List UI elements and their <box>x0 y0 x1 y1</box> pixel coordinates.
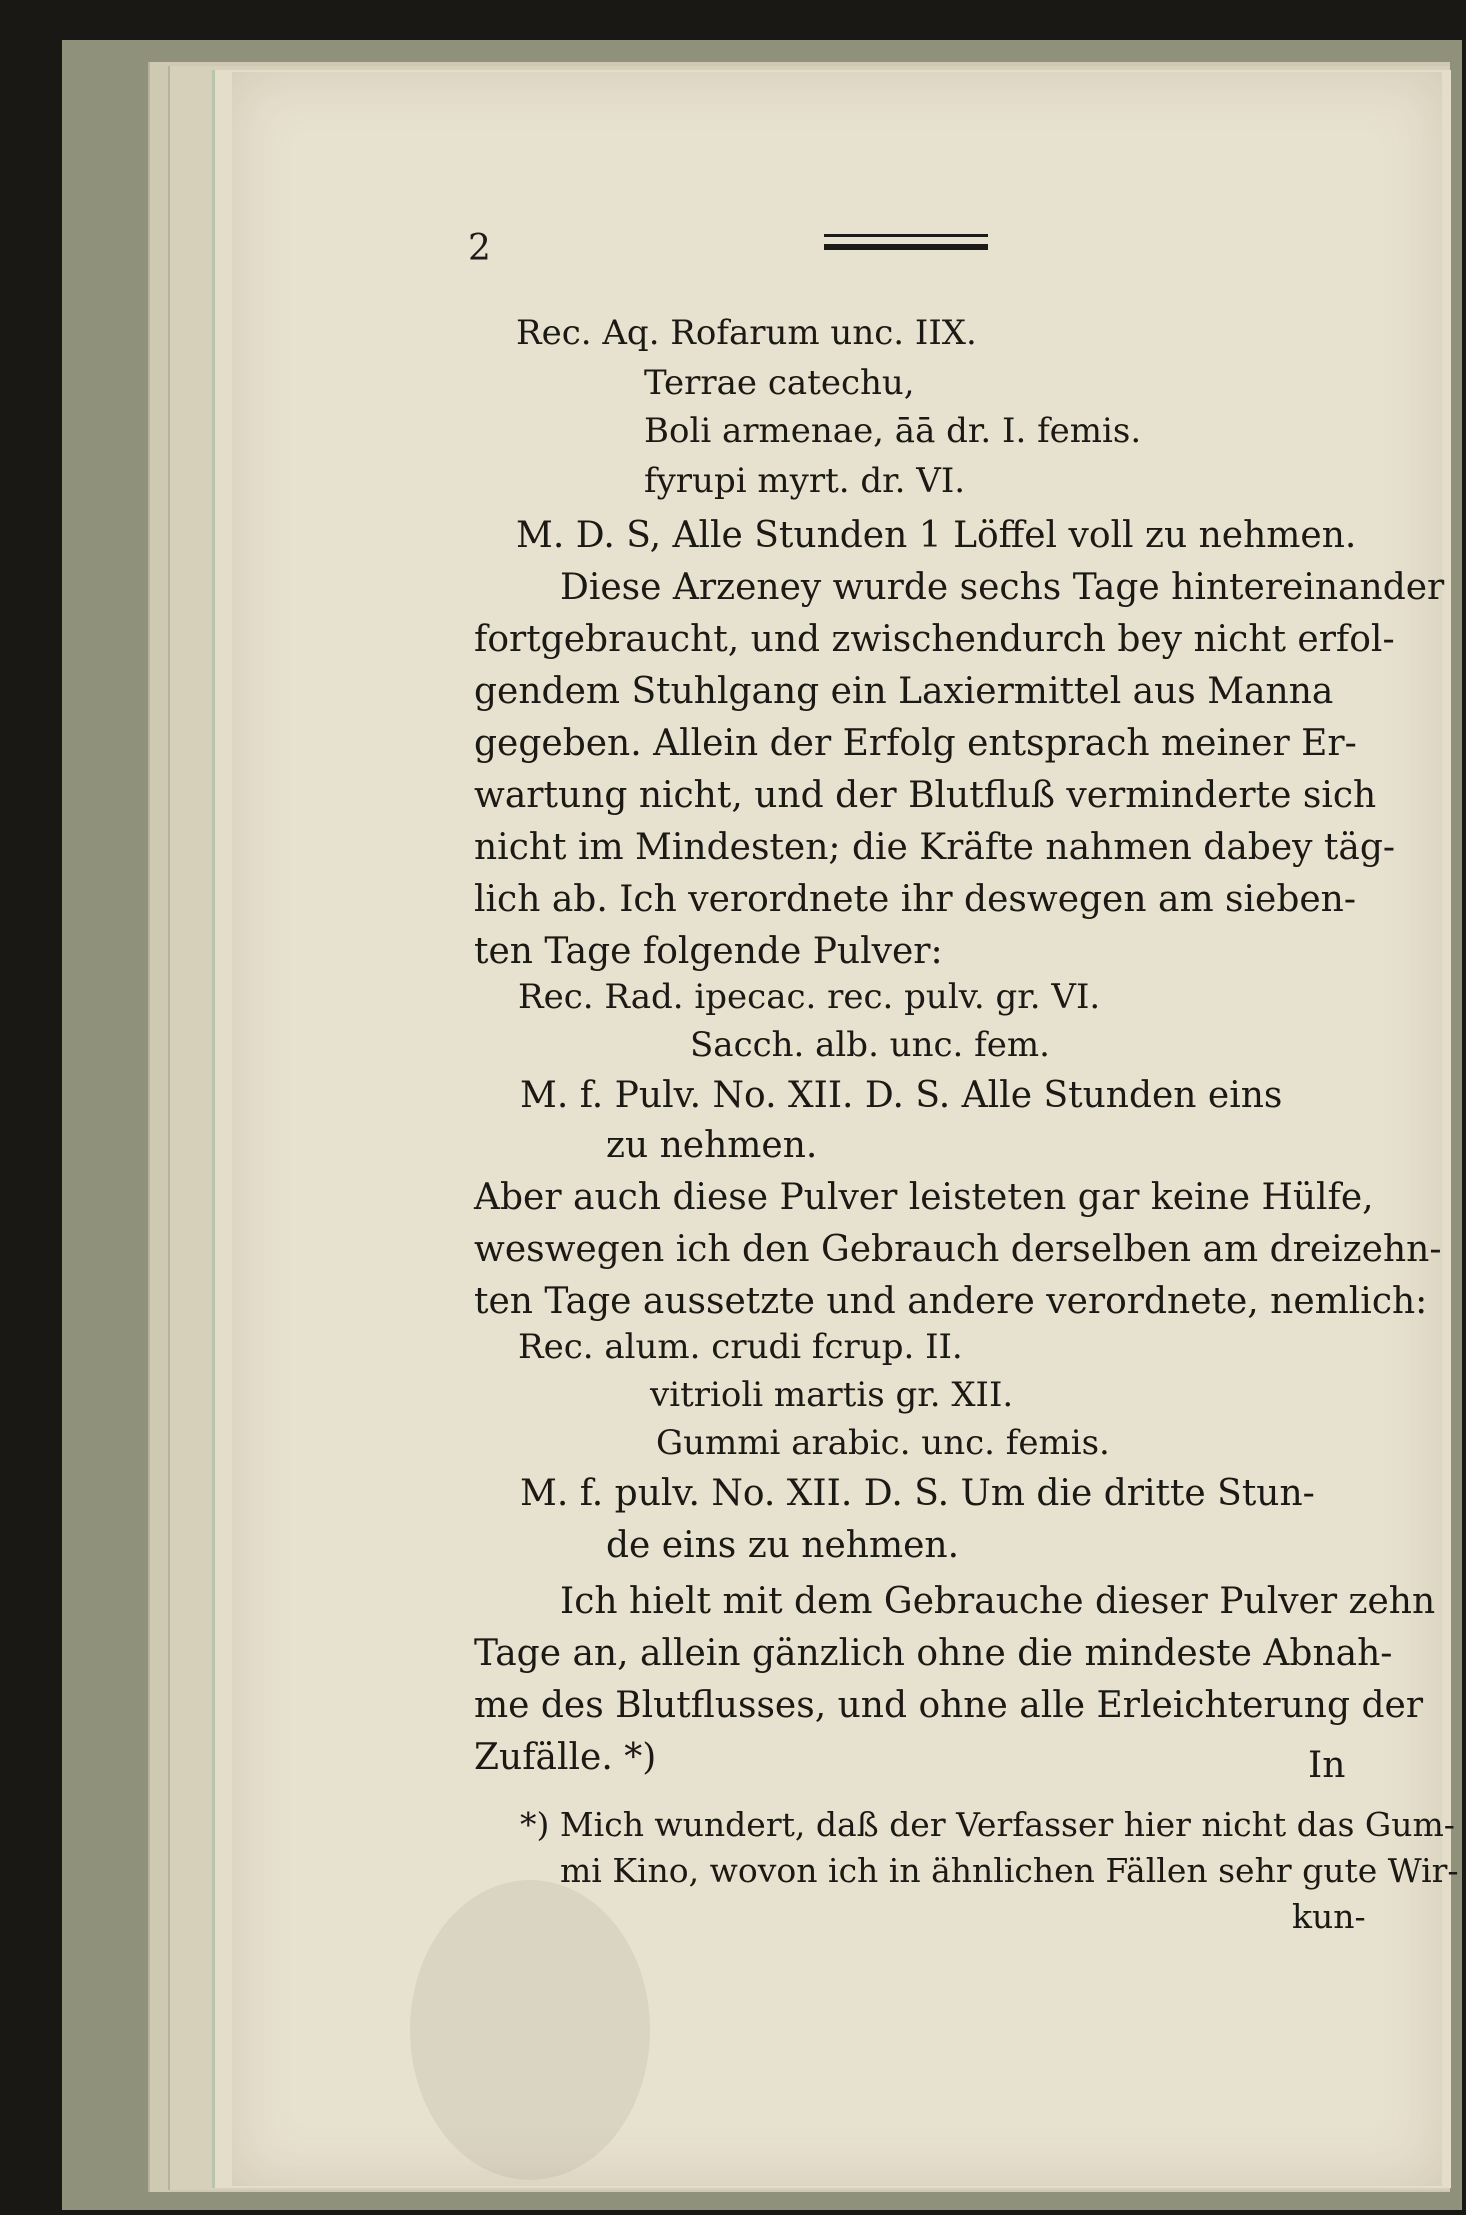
text-line: Zufälle. *) <box>474 1737 657 1778</box>
footnote-line: mi Kino, wovon ich in ähnlichen Fällen sehr gute Wir- <box>560 1851 1459 1890</box>
text-line: vitrioli martis gr. XII. <box>650 1375 1014 1415</box>
text-line: de eins zu nehmen. <box>606 1525 960 1566</box>
text-line: Sacch. alb. unc. fem. <box>690 1025 1050 1065</box>
text-line: lich ab. Ich verordnete ihr deswegen am sieben- <box>474 879 1357 920</box>
text-line: gendem Stuhlgang ein Laxiermittel aus Manna <box>474 671 1334 712</box>
text-line: nicht im Mindesten; die Kräfte nahmen dabey täg- <box>474 827 1396 868</box>
text-line: ten Tage aussetzte und andere verordnete, nemlich: <box>474 1281 1428 1322</box>
text-line: Aber auch diese Pulver leisteten gar keine Hülfe, <box>474 1177 1374 1218</box>
page-number: 2 <box>468 228 491 269</box>
text-line: Rec. alum. crudi fcrup. II. <box>518 1327 963 1367</box>
text-line: wartung nicht, und der Blutfluß verminderte sich <box>474 775 1377 816</box>
text-line: me des Blutflusses, und ohne alle Erleichterung der <box>474 1685 1424 1726</box>
text-line: M. f. Pulv. No. XII. D. S. Alle Stunden eins <box>520 1075 1283 1116</box>
text-line: Gummi arabic. unc. femis. <box>656 1423 1110 1463</box>
text-line: gegeben. Allein der Erfolg entsprach meiner Er- <box>474 723 1357 764</box>
text-line: Diese Arzeney wurde sechs Tage hintereinander <box>560 567 1445 608</box>
footnote-line: *) Mich wundert, daß der Verfasser hier nicht das Gum- <box>520 1805 1455 1844</box>
text-line: Ich hielt mit dem Gebrauche dieser Pulver zehn <box>560 1581 1436 1622</box>
text-line: fyrupi myrt. dr. VI. <box>644 461 966 501</box>
footnote-line: kun- <box>1292 1897 1366 1936</box>
text-line: weswegen ich den Gebrauch derselben am dreizehn- <box>474 1229 1442 1270</box>
text-line: fortgebraucht, und zwischendurch bey nicht erfol- <box>474 619 1395 660</box>
catchword: In <box>1308 1745 1346 1786</box>
header-rule <box>824 234 988 250</box>
text-line: Rec. Rad. ipecac. rec. pulv. gr. VI. <box>518 977 1101 1017</box>
text-line: M. f. pulv. No. XII. D. S. Um die dritte Stun- <box>520 1473 1315 1514</box>
text-line: ten Tage folgende Pulver: <box>474 931 943 972</box>
text-line: Rec. Aq. Rofarum unc. IIX. <box>516 313 977 353</box>
text-line: zu nehmen. <box>606 1125 818 1166</box>
text-line: Tage an, allein gänzlich ohne die mindeste Abnah- <box>474 1633 1393 1674</box>
text-line: M. D. S, Alle Stunden 1 Löffel voll zu nehmen. <box>516 515 1357 556</box>
text-line: Terrae catechu, <box>644 363 915 403</box>
paper-stain <box>410 1880 650 2180</box>
text-line: Boli armenae, āā dr. I. femis. <box>644 411 1142 451</box>
